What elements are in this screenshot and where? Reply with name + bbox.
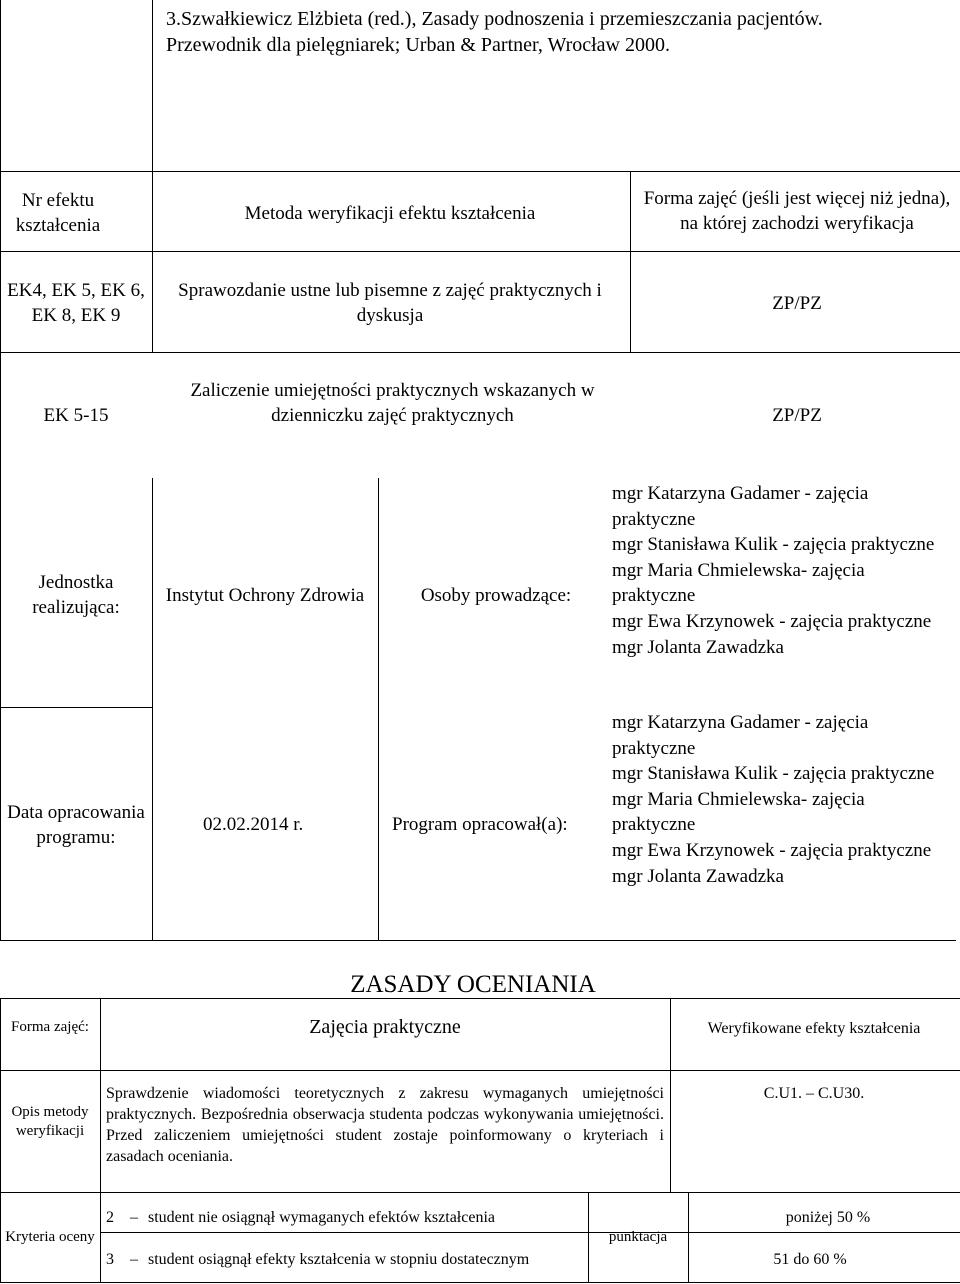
- row1-form: ZP/PZ: [772, 292, 822, 314]
- criteria-label: Kryteria oceny: [5, 1228, 95, 1245]
- criteria-text: student nie osiągnął wymaganych efektów kształcenia: [148, 1209, 495, 1226]
- reference-item: [166, 6, 946, 58]
- header-effect-number: Nr efektu kształcenia: [15, 190, 101, 236]
- author-item: mgr Maria Chmielewska- zajęcia praktyczne: [612, 788, 865, 836]
- row1-effects: EK4, EK 5, EK 6, EK 8, EK 9: [7, 280, 145, 326]
- form-label: Forma zajęć:: [11, 1018, 89, 1035]
- method-label: Opis metody weryfikacji: [11, 1104, 89, 1139]
- criteria-row-1: [106, 1207, 584, 1228]
- row2-method: Zaliczenie umiejętności praktycznych wskazanych w dzienniczku zajęć praktycznych: [190, 380, 595, 426]
- teacher-item: mgr Maria Chmielewska- zajęcia praktyczne: [612, 559, 865, 607]
- row2-form: ZP/PZ: [772, 404, 822, 426]
- authors-list: [612, 710, 947, 889]
- teacher-item: mgr Jolanta Zawadzka: [612, 636, 784, 658]
- header-verification-method: Metoda weryfikacji efektu kształcenia: [244, 202, 536, 224]
- grading-heading: ZASADY OCENIANIA: [350, 971, 596, 998]
- row1-method: Sprawozdanie ustne lub pisemne z zajęć praktycznych i dyskusja: [178, 280, 602, 326]
- criteria-grade: 3: [106, 1251, 114, 1268]
- criteria-dash: –: [130, 1251, 138, 1268]
- teacher-item: mgr Ewa Krzynowek - zajęcia praktyczne: [612, 610, 932, 632]
- reference-line: Przewodnik dla pielęgniarek; Urban & Partner, Wrocław 2000.: [166, 34, 670, 56]
- author-item: mgr Ewa Krzynowek - zajęcia praktyczne: [612, 839, 932, 861]
- date-value: 02.02.2014 r.: [203, 814, 304, 835]
- criteria-text: student osiągnął efekty kształcenia w stopniu dostatecznym: [148, 1251, 530, 1268]
- points-row-1: poniżej 50 %: [785, 1209, 871, 1226]
- criteria-dash: –: [130, 1209, 138, 1226]
- criteria-row-2: [106, 1249, 588, 1270]
- teachers-list: [612, 481, 947, 660]
- teacher-item: mgr Katarzyna Gadamer - zajęcia praktyczne: [612, 483, 869, 530]
- teacher-item: mgr Stanisława Kulik - zajęcia praktyczne: [612, 534, 935, 556]
- verified-effects-value: C.U1. – C.U30.: [763, 1085, 865, 1102]
- unit-label: Jednostka realizująca:: [32, 572, 120, 618]
- author-item: mgr Katarzyna Gadamer - zajęcia praktyczne: [612, 712, 869, 759]
- date-label: Data opracowania programu:: [7, 802, 145, 848]
- teachers-label: Osoby prowadzące:: [420, 584, 572, 606]
- form-value: Zajęcia praktyczne: [309, 1016, 461, 1038]
- unit-value: Instytut Ochrony Zdrowia: [165, 584, 365, 606]
- author-item: mgr Stanisława Kulik - zajęcia praktyczne: [612, 763, 935, 785]
- row2-effects: EK 5-15: [43, 404, 109, 426]
- points-row-2: 51 do 60 %: [773, 1251, 847, 1268]
- method-text: Sprawdzenie wiadomości teoretycznych z zakresu wymaganych umiejętności praktycznych. Bezpośrednia obserwacja studenta podczas wykonywania umiejętności. Przed zaliczeniem umiejętności student zostaje poinformowany o kryteriach i zasadach oceniania.: [106, 1085, 664, 1165]
- authors-label: Program opracował(a):: [392, 814, 568, 835]
- criteria-grade: 2: [106, 1209, 114, 1226]
- header-class-form: Forma zajęć (jeśli jest więcej niż jedna), na której zachodzi weryfikacja: [643, 188, 951, 234]
- reference-line: 3.Szwałkiewicz Elżbieta (red.), Zasady podnoszenia i przemieszczania pacjentów.: [166, 8, 823, 30]
- verified-effects-label: Weryfikowane efekty kształcenia: [707, 1019, 921, 1037]
- author-item: mgr Jolanta Zawadzka: [612, 865, 784, 887]
- points-label: punktacja: [608, 1228, 668, 1245]
